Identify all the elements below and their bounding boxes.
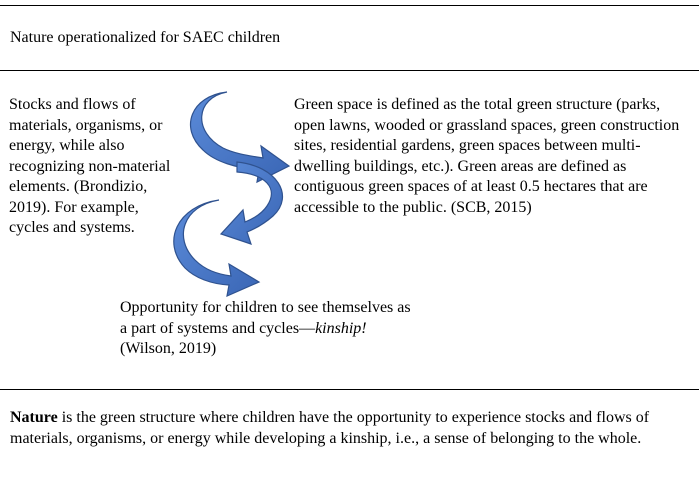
kinship-citation: (Wilson, 2019) (120, 340, 217, 357)
figure-title: Nature operationalized for SAEC children (10, 29, 281, 46)
kinship-text (120, 298, 420, 360)
summary-definition (10, 408, 695, 449)
green-space-definition-text: Green space is defined as the total green structure (parks, open lawns, wooded or grassland spaces, green construction sites, residential gardens, green spaces between multi-dwelling buildings, etc.). Green areas are defined as contiguous green spaces of at least 0.5 hectares that are accessible to the public. (SCB, 2015) (294, 96, 680, 216)
cycle-arrows (165, 88, 305, 298)
title-rule (0, 70, 699, 71)
bottom-section-rule (0, 389, 699, 390)
summary-term: Nature (10, 409, 58, 426)
summary-body: is the green structure where children have the opportunity to experience stocks and flows of materials, organisms, or energy while developing a kinship, i.e., a sense of belonging to the whole. (10, 409, 650, 447)
circular-arrow-icon (174, 200, 259, 296)
kinship-word: kinship! (315, 319, 367, 337)
kinship-text-lead: Opportunity for children to see themselves as a part of systems and cycles— (120, 299, 411, 337)
nature-definition-text: Stocks and flows of materials, organisms, or energy, while also recognizing non-material elements. (Brondizio, 2019). For example, cycles and systems. (9, 96, 171, 236)
top-rule (0, 5, 699, 6)
